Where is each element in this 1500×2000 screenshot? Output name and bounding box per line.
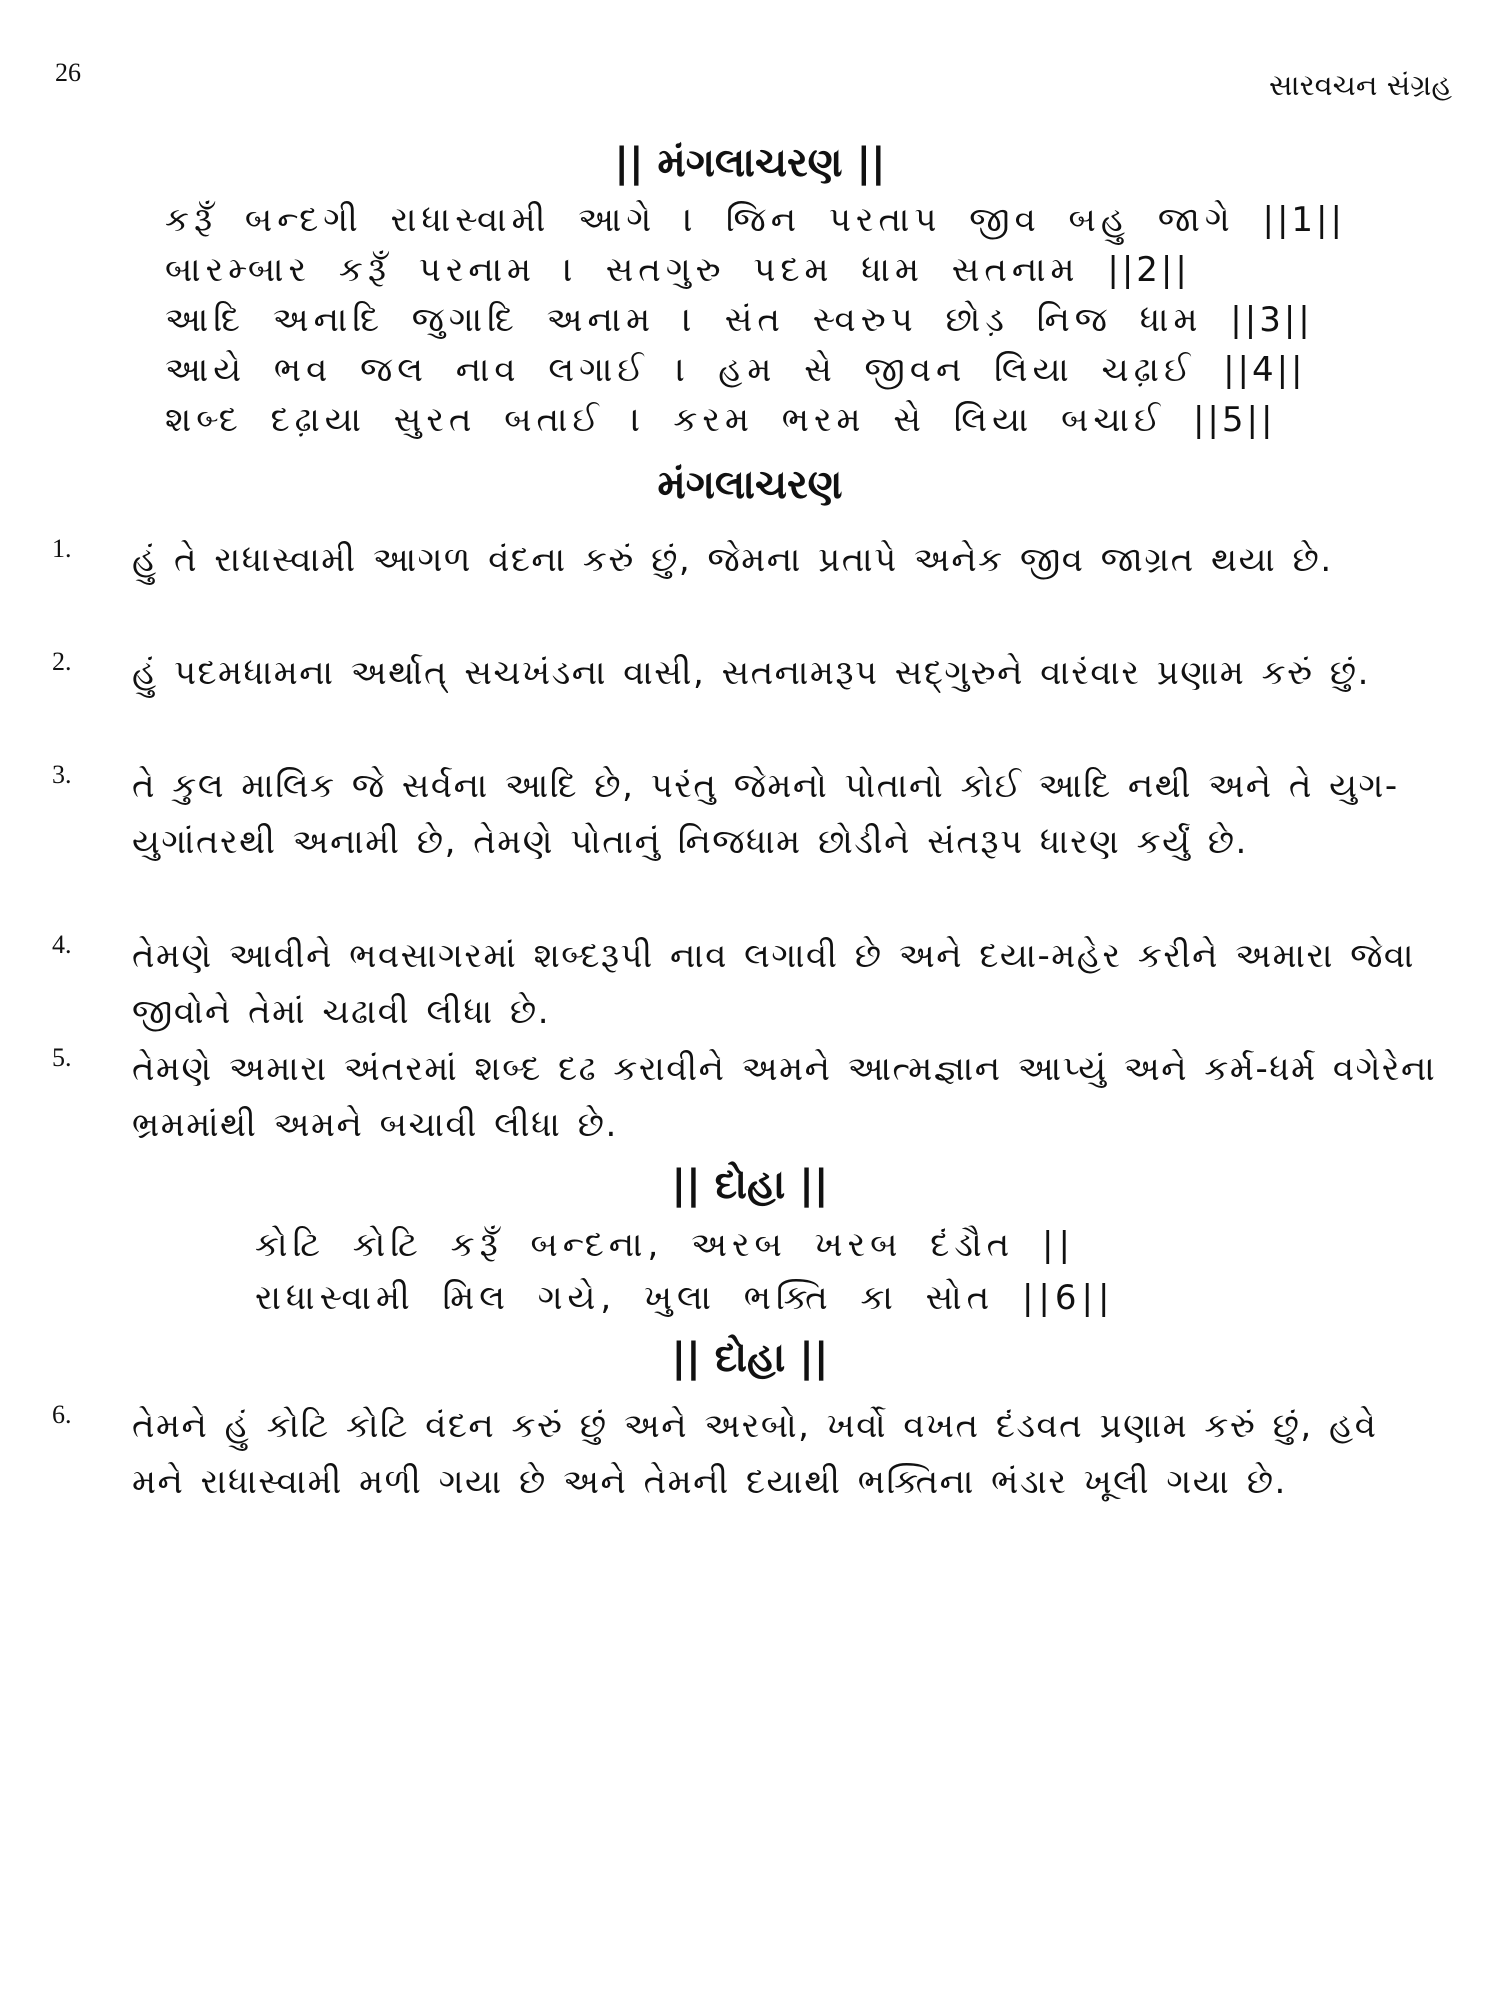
doha-line: રાધાસ્વામી મિલ ગયે, ખુલા ભક્તિ કા સોત ||6|| <box>255 1278 1115 1318</box>
explanation-text: તેમણે આવીને ભવસાગરમાં શબ્દરૂપી નાવ લગાવી છે અને દયા-મહેર કરીને અમારા જેવા જીવોને તેમાં ચઢાવી લીધા છે. <box>132 936 1415 1032</box>
verse-text: આદિ અનાદિ જુગાદિ અનામ । સંત સ્વરુપ છોડ઼ નિજ ધામ <box>165 300 1203 340</box>
verse-number: ||3|| <box>1230 300 1313 340</box>
doha-line: કોટિ કોટિ કરૂઁ બન્દના, અરબ ખરબ દંડૌત || <box>255 1225 1075 1265</box>
heading-doha-meaning: || દોહા || <box>671 1335 829 1381</box>
heading-doha: || દોહા || <box>671 1162 829 1208</box>
explanation-number: 6. <box>52 1400 72 1429</box>
verse-number: ||5|| <box>1192 400 1276 440</box>
running-head: સારવચન સંગ્રહ <box>1269 68 1452 102</box>
explanation-number: 5. <box>52 1043 72 1072</box>
verse-line <box>165 250 1465 290</box>
heading-mangalacharan-verse: || મંગલાચરણ || <box>614 140 886 186</box>
page-number: 26 <box>55 58 81 87</box>
verse-line <box>165 400 1465 440</box>
explanation-text: તેમને હું કોટિ કોટિ વંદન કરું છું અને અરબો, ખર્વો વખત દંડવત પ્રણામ કરું છું, હવે મને રાધાસ્વામી મળી ગયા છે અને તેમની દયાથી ભક્તિના ભંડાર ખૂલી ગયા છે. <box>132 1406 1378 1502</box>
explanation-number: 4. <box>52 930 72 959</box>
verse-number: ||1|| <box>1262 200 1345 240</box>
verse-text: શબ્દ દઢ઼ાયા સુરત બતાઈ । કરમ ભરમ સે લિયા બચાઈ <box>165 400 1166 440</box>
explanation-text: તેમણે અમારા અંતરમાં શબ્દ દઢ કરાવીને અમને આત્મજ્ઞાન આપ્યું અને કર્મ-ધર્મ વગેરેના ભ્રમમાંથી અમને બચાવી લીધા છે. <box>132 1049 1437 1145</box>
verse-text: આયે ભવ જલ નાવ લગાઈ । હમ સે જીવન લિયા ચઢ઼ાઈ <box>165 350 1196 390</box>
verse-line <box>165 350 1465 390</box>
explanation-number: 1. <box>52 534 72 563</box>
explanation-text: હું તે રાધાસ્વામી આગળ વંદના કરું છું, જેમના પ્રતાપે અનેક જીવ જાગ્રત થયા છે. <box>132 540 1333 580</box>
verse-text: બારમ્બાર કરૂઁ પરનામ । સતગુરુ પદમ ધામ સતનામ <box>165 250 1080 290</box>
explanation-number: 3. <box>52 760 72 789</box>
verse-number: ||4|| <box>1223 350 1306 390</box>
verse-text: કરૂઁ બન્દગી રાધાસ્વામી આગે । જિન પરતાપ જીવ બહુ જાગે <box>165 200 1235 240</box>
verse-number: ||2|| <box>1107 250 1190 290</box>
verse-line <box>165 200 1465 240</box>
verse-line <box>165 300 1465 340</box>
heading-mangalacharan-meaning: મંગલાચરણ <box>657 462 843 508</box>
explanation-text: હું પદમધામના અર્થાત્ સચખંડના વાસી, સતનામરૂપ સદ્ગુરુને વારંવાર પ્રણામ કરું છું. <box>132 653 1370 693</box>
explanation-text: તે કુલ માલિક જે સર્વના આદિ છે, પરંતુ જેમનો પોતાનો કોઈ આદિ નથી અને તે યુગ-યુગાંતરથી અનામી છે, તેમણે પોતાનું નિજધામ છોડીને સંતરૂપ ધારણ કર્યું છે. <box>132 766 1399 862</box>
explanation-number: 2. <box>52 647 72 676</box>
